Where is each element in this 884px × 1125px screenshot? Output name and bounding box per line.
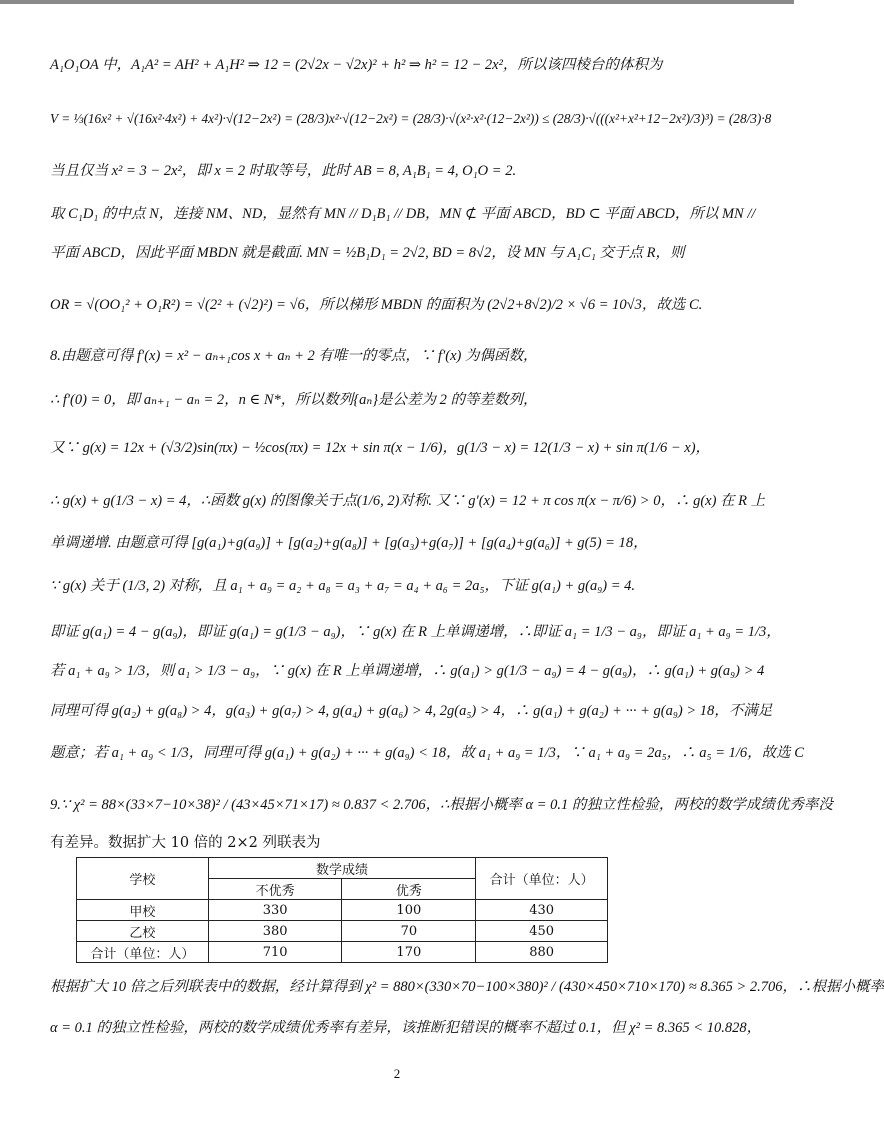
text-line: 9.∵ χ² = 88×(33×7−10×38)² / (43×45×71×17) ≈ 0.837 < 2.706，∴根据小概率 α = 0.1 的独立性检验，两校的数学成绩优秀率没 <box>50 797 833 813</box>
table-row <box>77 921 608 942</box>
text-line: V = ⅓(16x² + √(16x²·4x²) + 4x²)·√(12−2x²) = (28/3)x²·√(12−2x²) = (28/3)·√(x²·x²·(12−2x²)) ≤ (28/3)·√(((x²+x²+12−2x²)/3)³) = (28/3)·8 <box>50 111 772 126</box>
text-line: OR = √(OO₁² + O₁R²) = √(2² + (√2)²) = √6，所以梯形 MBDN 的面积为 (2√2+8√2)/2 × √6 = 10√3，故选 C. <box>50 297 703 313</box>
table-cell: 880 <box>476 942 608 963</box>
table-header-school: 学校 <box>77 858 209 900</box>
table-cell: 70 <box>342 921 476 942</box>
text-line: 若 a₁ + a₉ > 1/3，则 a₁ > 1/3 − a₉，∵ g(x) 在 R 上单调递增，∴ g(a₁) > g(1/3 − a₉) = 4 − g(a₉)，∴ g(a₁) + g(a₉) > 4 <box>50 663 765 679</box>
table-row <box>77 942 608 963</box>
text-line: 同理可得 g(a₂) + g(a₈) > 4，g(a₃) + g(a₇) > 4, g(a₄) + g(a₆) > 4, 2g(a₅) > 4，∴ g(a₁) + g(a₂) + ··· + g(a₉) > 18，不满足 <box>50 703 773 719</box>
page-number: 2 <box>393 1066 401 1081</box>
text-line: 题意；若 a₁ + a₉ < 1/3，同理可得 g(a₁) + g(a₂) + ··· + g(a₉) < 18，故 a₁ + a₉ = 1/3，∵ a₁ + a₉ = 2a₅，∴ a₅ = 1/6，故选 C <box>50 745 804 761</box>
text-line: 根据扩大 10 倍之后列联表中的数据，经计算得到 χ² = 880×(330×70−100×380)² / (430×450×710×170) ≈ 8.365 > 2.706，∴根据小概率 <box>50 979 884 995</box>
table-cell: 710 <box>208 942 342 963</box>
text-line: 有差异。数据扩大 10 倍的 2×2 列联表为 <box>50 835 321 851</box>
table-cell: 330 <box>208 900 342 921</box>
table-row <box>77 900 608 921</box>
table-cell: 100 <box>342 900 476 921</box>
text-line: 即证 g(a₁) = 4 − g(a₉)，即证 g(a₁) = g(1/3 − a₉)，∵ g(x) 在 R 上单调递增，∴即证 a₁ = 1/3 − a₉，即证 a₁ + a₉ = 1/3， <box>50 624 781 640</box>
table-cell: 合计（单位：人） <box>77 942 209 963</box>
table-cell: 380 <box>208 921 342 942</box>
table-cell: 170 <box>342 942 476 963</box>
text-line: ∵ g(x) 关于 (1/3, 2) 对称，且 a₁ + a₉ = a₂ + a₈ = a₃ + a₇ = a₄ + a₆ = 2a₅，下证 g(a₁) + g(a₉) = 4. <box>50 578 635 594</box>
contingency-table <box>76 857 608 963</box>
table-header-excellent: 优秀 <box>342 879 476 900</box>
text-line: 单调递增. 由题意可得 [g(a₁)+g(a₉)] + [g(a₂)+g(a₈)] + [g(a₃)+g(a₇)] + [g(a₄)+g(a₆)] + g(5) = 18， <box>50 535 648 551</box>
table-cell: 430 <box>476 900 608 921</box>
text-line: 平面 ABCD，因此平面 MBDN 就是截面. MN = ½B₁D₁ = 2√2, BD = 8√2，设 MN 与 A₁C₁ 交于点 R，则 <box>50 245 685 261</box>
text-line: 当且仅当 x² = 3 − 2x²，即 x = 2 时取等号，此时 AB = 8, A₁B₁ = 4, O₁O = 2. <box>50 163 517 179</box>
table-header-total: 合计（单位：人） <box>476 858 608 900</box>
table-cell: 甲校 <box>77 900 209 921</box>
table-cell: 450 <box>476 921 608 942</box>
text-line: ∴ f′(0) = 0，即 aₙ₊₁ − aₙ = 2，n ∈ N*，所以数列{aₙ}是公差为 2 的等差数列， <box>50 392 538 408</box>
text-line: 又∵ g(x) = 12x + (√3/2)sin(πx) − ½cos(πx) = 12x + sin π(x − 1/6)，g(1/3 − x) = 12(1/3 − x) + sin π(1/6 − x)， <box>50 440 711 456</box>
table-cell: 乙校 <box>77 921 209 942</box>
table-header-row <box>77 858 608 879</box>
table-header-notexcellent: 不优秀 <box>208 879 342 900</box>
text-line: A₁O₁OA 中，A₁A² = AH² + A₁H² ⇒ 12 = (2√2x − √2x)² + h² ⇒ h² = 12 − 2x²，所以该四棱台的体积为 <box>50 57 663 73</box>
text-line: α = 0.1 的独立性检验，两校的数学成绩优秀率有差异，该推断犯错误的概率不超过 0.1，但 χ² = 8.365 < 10.828， <box>50 1020 762 1036</box>
text-line: ∴ g(x) + g(1/3 − x) = 4，∴函数 g(x) 的图像关于点(1/6, 2)对称. 又∵ g′(x) = 12 + π cos π(x − π/6) > 0，∴ g(x) 在 R 上 <box>50 493 766 509</box>
text-line: 8.由题意可得 f′(x) = x² − aₙ₊₁cos x + aₙ + 2 有唯一的零点，∵ f′(x) 为偶函数， <box>50 348 538 364</box>
text-line: 取 C₁D₁ 的中点 N，连接 NM、ND，显然有 MN // D₁B₁ // DB，MN ⊄ 平面 ABCD，BD ⊂ 平面 ABCD，所以 MN // <box>50 206 756 222</box>
table-header-group: 数学成绩 <box>208 858 475 879</box>
